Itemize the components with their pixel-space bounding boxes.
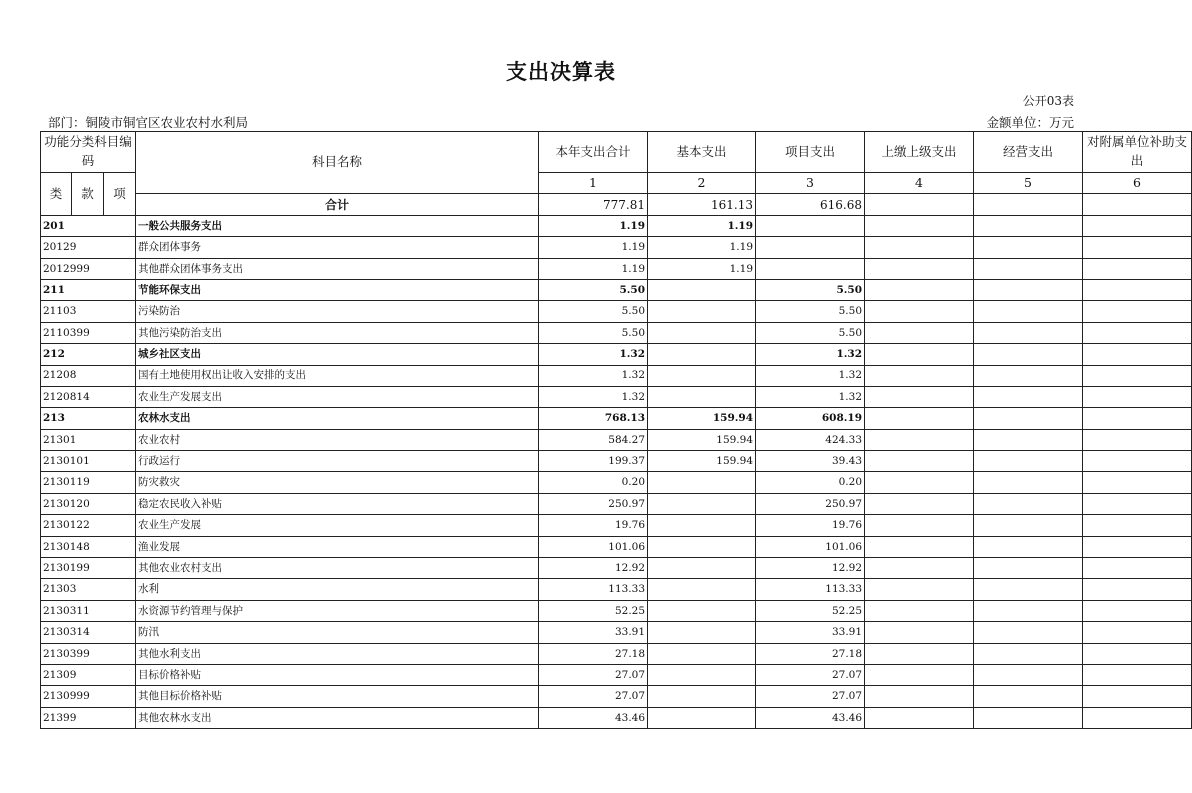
cell-subsidy <box>1083 643 1192 664</box>
cell-upper <box>865 279 974 300</box>
cell-code: 201 <box>41 215 136 236</box>
cell-upper <box>865 344 974 365</box>
cell-subject-name: 污染防治 <box>136 301 539 322</box>
cell-business <box>974 493 1083 514</box>
cell-subsidy <box>1083 365 1192 386</box>
cell-upper <box>865 237 974 258</box>
cell-code: 2130120 <box>41 493 136 514</box>
cell-business <box>974 686 1083 707</box>
total-value: 777.81 <box>539 194 648 215</box>
table-row <box>41 472 1192 493</box>
cell-business <box>974 664 1083 685</box>
header-lei: 类 <box>41 173 72 216</box>
cell-code: 2130999 <box>41 686 136 707</box>
cell-basic <box>648 622 756 643</box>
cell-business <box>974 365 1083 386</box>
total-row <box>41 194 1192 215</box>
cell-subsidy <box>1083 386 1192 407</box>
table-row <box>41 686 1192 707</box>
table-row <box>41 301 1192 322</box>
page-title: 支出决算表 <box>506 59 616 84</box>
cell-total: 33.91 <box>539 622 648 643</box>
cell-subsidy <box>1083 301 1192 322</box>
cell-total: 1.32 <box>539 365 648 386</box>
cell-total: 199.37 <box>539 451 648 472</box>
cell-subject-name: 农业农村 <box>136 429 539 450</box>
cell-code: 2130122 <box>41 515 136 536</box>
cell-code: 2130148 <box>41 536 136 557</box>
cell-business <box>974 707 1083 728</box>
cell-subsidy <box>1083 451 1192 472</box>
table-row <box>41 536 1192 557</box>
cell-basic <box>648 322 756 343</box>
cell-upper <box>865 386 974 407</box>
seq-4: 4 <box>865 173 974 194</box>
table-row <box>41 429 1192 450</box>
total-business <box>974 194 1083 215</box>
cell-business <box>974 301 1083 322</box>
cell-basic: 159.94 <box>648 451 756 472</box>
cell-total: 5.50 <box>539 322 648 343</box>
cell-project: 39.43 <box>756 451 865 472</box>
cell-subsidy <box>1083 579 1192 600</box>
cell-basic <box>648 707 756 728</box>
cell-subsidy <box>1083 237 1192 258</box>
cell-code: 2130101 <box>41 451 136 472</box>
cell-total: 1.32 <box>539 386 648 407</box>
cell-subject-name: 行政运行 <box>136 451 539 472</box>
cell-upper <box>865 707 974 728</box>
cell-code: 2130311 <box>41 600 136 621</box>
cell-project: 5.50 <box>756 322 865 343</box>
seq-5: 5 <box>974 173 1083 194</box>
cell-subsidy <box>1083 600 1192 621</box>
cell-basic <box>648 536 756 557</box>
cell-code: 211 <box>41 279 136 300</box>
cell-total: 52.25 <box>539 600 648 621</box>
table-row <box>41 579 1192 600</box>
header-business: 经营支出 <box>974 132 1083 173</box>
cell-project: 27.07 <box>756 664 865 685</box>
cell-upper <box>865 536 974 557</box>
cell-subsidy <box>1083 664 1192 685</box>
expenditure-table <box>40 131 1192 729</box>
cell-subsidy <box>1083 322 1192 343</box>
cell-basic <box>648 686 756 707</box>
total-subsidy <box>1083 194 1192 215</box>
cell-project: 608.19 <box>756 408 865 429</box>
cell-subsidy <box>1083 258 1192 279</box>
cell-subject-name: 水资源节约管理与保护 <box>136 600 539 621</box>
cell-project <box>756 237 865 258</box>
cell-subject-name: 节能环保支出 <box>136 279 539 300</box>
cell-business <box>974 344 1083 365</box>
cell-subsidy <box>1083 215 1192 236</box>
cell-total: 27.07 <box>539 686 648 707</box>
amount-unit-label: 金额单位：万元 <box>986 115 1074 130</box>
cell-subsidy <box>1083 536 1192 557</box>
cell-basic <box>648 279 756 300</box>
table-row <box>41 365 1192 386</box>
cell-code: 21301 <box>41 429 136 450</box>
cell-basic: 159.94 <box>648 408 756 429</box>
cell-basic: 1.19 <box>648 237 756 258</box>
cell-business <box>974 536 1083 557</box>
cell-upper <box>865 515 974 536</box>
header-subsidy: 对附属单位补助支出 <box>1083 132 1192 173</box>
cell-total: 584.27 <box>539 429 648 450</box>
cell-total: 19.76 <box>539 515 648 536</box>
cell-total: 1.32 <box>539 344 648 365</box>
cell-project: 113.33 <box>756 579 865 600</box>
cell-business <box>974 429 1083 450</box>
cell-subject-name: 国有土地使用权出让收入安排的支出 <box>136 365 539 386</box>
header-project: 项目支出 <box>756 132 865 173</box>
cell-basic <box>648 579 756 600</box>
seq-2: 2 <box>648 173 756 194</box>
cell-upper <box>865 600 974 621</box>
table-row <box>41 515 1192 536</box>
cell-basic <box>648 515 756 536</box>
cell-subsidy <box>1083 279 1192 300</box>
cell-total: 250.97 <box>539 493 648 514</box>
cell-subject-name: 其他目标价格补贴 <box>136 686 539 707</box>
table-row <box>41 258 1192 279</box>
cell-subject-name: 目标价格补贴 <box>136 664 539 685</box>
cell-total: 27.18 <box>539 643 648 664</box>
cell-project: 27.07 <box>756 686 865 707</box>
cell-total: 1.19 <box>539 258 648 279</box>
cell-basic <box>648 643 756 664</box>
table-row <box>41 643 1192 664</box>
cell-business <box>974 237 1083 258</box>
cell-project: 27.18 <box>756 643 865 664</box>
cell-business <box>974 258 1083 279</box>
table-row <box>41 558 1192 579</box>
department-label: 部门：铜陵市铜官区农业农村水利局 <box>48 115 249 130</box>
total-project: 616.68 <box>756 194 865 215</box>
cell-code: 212 <box>41 344 136 365</box>
cell-business <box>974 600 1083 621</box>
cell-total: 0.20 <box>539 472 648 493</box>
cell-subsidy <box>1083 493 1192 514</box>
cell-subject-name: 城乡社区支出 <box>136 344 539 365</box>
cell-business <box>974 558 1083 579</box>
cell-basic <box>648 600 756 621</box>
cell-total: 113.33 <box>539 579 648 600</box>
cell-project: 52.25 <box>756 600 865 621</box>
table-row <box>41 493 1192 514</box>
cell-total: 5.50 <box>539 301 648 322</box>
cell-upper <box>865 215 974 236</box>
cell-code: 2012999 <box>41 258 136 279</box>
cell-upper <box>865 664 974 685</box>
cell-total: 768.13 <box>539 408 648 429</box>
seq-6: 6 <box>1083 173 1192 194</box>
cell-code: 21208 <box>41 365 136 386</box>
cell-subject-name: 其他水利支出 <box>136 643 539 664</box>
cell-code: 21399 <box>41 707 136 728</box>
table-row <box>41 451 1192 472</box>
cell-project <box>756 258 865 279</box>
cell-subsidy <box>1083 472 1192 493</box>
cell-project: 12.92 <box>756 558 865 579</box>
cell-total: 43.46 <box>539 707 648 728</box>
cell-business <box>974 515 1083 536</box>
seq-3: 3 <box>756 173 865 194</box>
cell-subject-name: 其他农业农村支出 <box>136 558 539 579</box>
cell-upper <box>865 429 974 450</box>
cell-project: 5.50 <box>756 279 865 300</box>
cell-subject-name: 其他污染防治支出 <box>136 322 539 343</box>
cell-upper <box>865 579 974 600</box>
cell-basic: 1.19 <box>648 258 756 279</box>
cell-upper <box>865 472 974 493</box>
cell-upper <box>865 622 974 643</box>
table-row <box>41 237 1192 258</box>
total-upper <box>865 194 974 215</box>
cell-business <box>974 215 1083 236</box>
header-basic: 基本支出 <box>648 132 756 173</box>
cell-upper <box>865 451 974 472</box>
cell-subsidy <box>1083 558 1192 579</box>
cell-basic <box>648 365 756 386</box>
table-row <box>41 322 1192 343</box>
cell-upper <box>865 365 974 386</box>
cell-subject-name: 水利 <box>136 579 539 600</box>
cell-subject-name: 农业生产发展支出 <box>136 386 539 407</box>
cell-code: 21309 <box>41 664 136 685</box>
cell-code: 2130399 <box>41 643 136 664</box>
cell-business <box>974 643 1083 664</box>
cell-basic <box>648 493 756 514</box>
cell-subsidy <box>1083 429 1192 450</box>
cell-project: 0.20 <box>756 472 865 493</box>
table-row <box>41 279 1192 300</box>
cell-total: 1.19 <box>539 215 648 236</box>
table-row <box>41 344 1192 365</box>
cell-business <box>974 408 1083 429</box>
cell-business <box>974 451 1083 472</box>
table-row <box>41 622 1192 643</box>
cell-project: 33.91 <box>756 622 865 643</box>
cell-total: 1.19 <box>539 237 648 258</box>
cell-upper <box>865 301 974 322</box>
seq-1: 1 <box>539 173 648 194</box>
header-func-code: 功能分类科目编码 <box>41 132 136 173</box>
form-number: 公开03表 <box>1022 94 1074 108</box>
cell-project: 424.33 <box>756 429 865 450</box>
cell-basic <box>648 558 756 579</box>
cell-subject-name: 防灾救灾 <box>136 472 539 493</box>
cell-total: 5.50 <box>539 279 648 300</box>
cell-upper <box>865 686 974 707</box>
cell-business <box>974 622 1083 643</box>
cell-project <box>756 215 865 236</box>
cell-upper <box>865 643 974 664</box>
cell-project: 101.06 <box>756 536 865 557</box>
cell-code: 2120814 <box>41 386 136 407</box>
cell-subject-name: 其他群众团体事务支出 <box>136 258 539 279</box>
table-row <box>41 386 1192 407</box>
total-basic: 161.13 <box>648 194 756 215</box>
header-row <box>41 132 1192 173</box>
cell-upper <box>865 558 974 579</box>
cell-project: 5.50 <box>756 301 865 322</box>
cell-upper <box>865 493 974 514</box>
table-row <box>41 215 1192 236</box>
cell-code: 2130314 <box>41 622 136 643</box>
table-row <box>41 408 1192 429</box>
cell-subsidy <box>1083 344 1192 365</box>
cell-basic <box>648 664 756 685</box>
cell-upper <box>865 408 974 429</box>
table-row <box>41 600 1192 621</box>
cell-subject-name: 渔业发展 <box>136 536 539 557</box>
cell-business <box>974 386 1083 407</box>
cell-subject-name: 农林水支出 <box>136 408 539 429</box>
cell-code: 20129 <box>41 237 136 258</box>
cell-project: 1.32 <box>756 386 865 407</box>
cell-upper <box>865 258 974 279</box>
cell-subject-name: 稳定农民收入补贴 <box>136 493 539 514</box>
total-label: 合计 <box>136 194 539 215</box>
cell-subject-name: 群众团体事务 <box>136 237 539 258</box>
cell-subsidy <box>1083 686 1192 707</box>
cell-code: 21303 <box>41 579 136 600</box>
cell-total: 12.92 <box>539 558 648 579</box>
header-kuan: 款 <box>72 173 104 216</box>
cell-business <box>974 279 1083 300</box>
table-row <box>41 707 1192 728</box>
header-xiang: 项 <box>104 173 136 216</box>
header-upper: 上缴上级支出 <box>865 132 974 173</box>
cell-basic <box>648 344 756 365</box>
cell-project: 19.76 <box>756 515 865 536</box>
header-total: 本年支出合计 <box>539 132 648 173</box>
cell-subsidy <box>1083 707 1192 728</box>
cell-basic: 1.19 <box>648 215 756 236</box>
cell-project: 250.97 <box>756 493 865 514</box>
header-subject-name: 科目名称 <box>136 132 539 194</box>
cell-project: 1.32 <box>756 365 865 386</box>
cell-project: 43.46 <box>756 707 865 728</box>
cell-code: 2130119 <box>41 472 136 493</box>
cell-code: 21103 <box>41 301 136 322</box>
cell-upper <box>865 322 974 343</box>
cell-subject-name: 防汛 <box>136 622 539 643</box>
cell-subsidy <box>1083 408 1192 429</box>
cell-subject-name: 农业生产发展 <box>136 515 539 536</box>
table-row <box>41 664 1192 685</box>
cell-total: 27.07 <box>539 664 648 685</box>
cell-subject-name: 一般公共服务支出 <box>136 215 539 236</box>
cell-basic: 159.94 <box>648 429 756 450</box>
cell-business <box>974 322 1083 343</box>
cell-total: 101.06 <box>539 536 648 557</box>
cell-business <box>974 472 1083 493</box>
cell-code: 2130199 <box>41 558 136 579</box>
cell-subsidy <box>1083 515 1192 536</box>
cell-basic <box>648 472 756 493</box>
cell-business <box>974 579 1083 600</box>
cell-subsidy <box>1083 622 1192 643</box>
cell-subject-name: 其他农林水支出 <box>136 707 539 728</box>
cell-code: 2110399 <box>41 322 136 343</box>
cell-basic <box>648 301 756 322</box>
cell-project: 1.32 <box>756 344 865 365</box>
cell-code: 213 <box>41 408 136 429</box>
cell-basic <box>648 386 756 407</box>
